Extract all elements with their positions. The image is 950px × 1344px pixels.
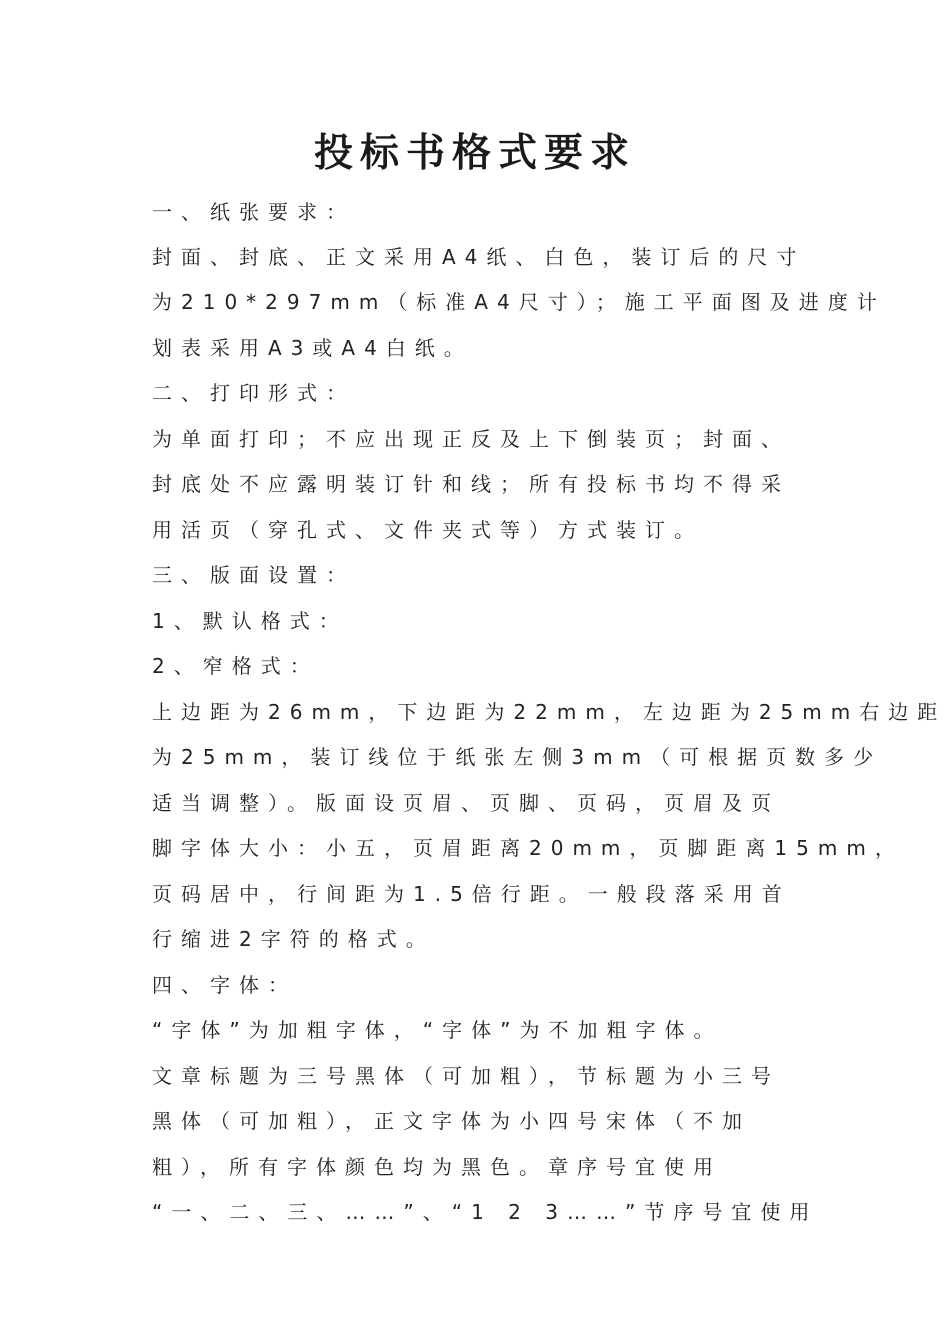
section-heading-font: 四、字体： [152, 973, 297, 997]
body-line: “字体”为加粗字体，“字体”为不加粗字体。 [152, 1018, 723, 1042]
section-heading-paper: 一、纸张要求： [152, 200, 355, 224]
body-line: “一、二、三、……”、“1 2 3……”节序号宜使用 [152, 1200, 819, 1224]
body-line: 为210*297mm（标准A4尺寸）；施工平面图及进度计 [152, 290, 886, 314]
body-line: 为单面打印；不应出现正反及上下倒装页；封面、 [152, 427, 790, 451]
document-title: 投标书格式要求 [313, 131, 636, 176]
subsection-narrow-format: 2、窄格式： [152, 654, 319, 678]
body-line: 封底处不应露明装订针和线；所有投标书均不得采 [152, 472, 790, 496]
subsection-default-format: 1、默认格式： [152, 609, 348, 633]
body-line: 上边距为26mm，下边距为22mm，左边距为25mm右边距 [152, 700, 947, 724]
body-line: 封面、封底、正文采用A4纸、白色，装订后的尺寸 [152, 245, 806, 269]
body-line: 划表采用A3或A4白纸。 [152, 336, 473, 360]
body-line: 黑体（可加粗），正文字体为小四号宋体（不加 [152, 1109, 751, 1133]
body-line: 行缩进2字符的格式。 [152, 927, 435, 951]
body-line: 用活页（穿孔式、文件夹式等）方式装订。 [152, 518, 703, 542]
body-line: 为25mm，装订线位于纸张左侧3mm（可根据页数多少 [152, 745, 883, 769]
body-line: 页码居中，行间距为1.5倍行距。一般段落采用首 [152, 882, 791, 906]
section-heading-layout: 三、版面设置： [152, 563, 355, 587]
body-line: 适当调整）。版面设页眉、页脚、页码，页眉及页 [152, 791, 780, 815]
body-line: 脚字体大小：小五，页眉距离20mm，页脚距离15mm， [152, 836, 904, 860]
body-line: 粗），所有字体颜色均为黑色。章序号宜使用 [152, 1155, 722, 1179]
body-line: 文章标题为三号黑体（可加粗），节标题为小三号 [152, 1064, 780, 1088]
section-heading-print: 二、打印形式： [152, 381, 355, 405]
